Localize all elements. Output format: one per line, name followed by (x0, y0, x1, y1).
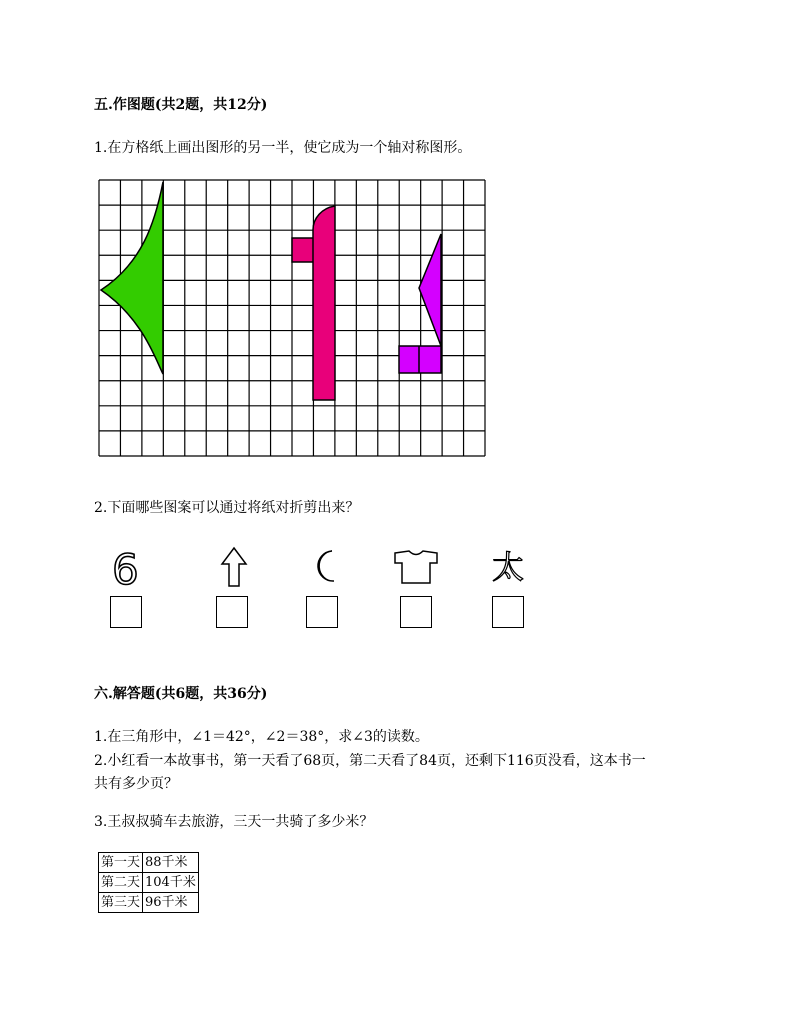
answer-box-moon[interactable] (306, 596, 338, 628)
magenta-shape (419, 234, 441, 346)
question-6-1: 1.在三角形中，∠1＝42°，∠2＝38°，求∠3的读数。 (94, 729, 429, 745)
svg-text:太: 太 (492, 548, 525, 586)
distance-table (98, 852, 199, 913)
answer-box-tai[interactable] (492, 596, 524, 628)
answer-box-arrow[interactable] (216, 596, 248, 628)
tai-symbol (490, 546, 526, 586)
section-five-heading: 五.作图题(共2题，共12分) (94, 97, 268, 113)
table-row (99, 853, 199, 873)
section-six-heading: 六.解答题(共6题，共36分) (94, 686, 268, 702)
green-shape (101, 182, 163, 374)
table-cell-day: 第三天 (99, 893, 143, 913)
table-cell-distance: 96千米 (143, 893, 199, 913)
moon-symbol (310, 548, 342, 584)
question-5-2: 2.下面哪些图案可以通过将纸对折剪出来？ (94, 500, 360, 516)
six-symbol (108, 544, 148, 590)
arrow-symbol (220, 546, 248, 588)
answer-box-six[interactable] (110, 596, 142, 628)
table-cell-day: 第一天 (99, 853, 143, 873)
table-cell-day: 第二天 (99, 873, 143, 893)
table-row (99, 893, 199, 913)
answer-box-shirt[interactable] (400, 596, 432, 628)
pink-shape (292, 206, 335, 400)
svg-text:6: 6 (112, 545, 139, 590)
question-5-1: 1.在方格纸上画出图形的另一半，使它成为一个轴对称图形。 (94, 140, 472, 156)
table-row (99, 873, 199, 893)
question-6-3: 3.王叔叔骑车去旅游，三天一共骑了多少米？ (94, 814, 374, 830)
shirt-symbol (393, 549, 439, 585)
magenta-base (399, 346, 441, 373)
question-6-2-line1: 2.小红看一本故事书，第一天看了68页，第二天看了84页，还剩下116页没看，这本书一 (94, 753, 646, 769)
table-cell-distance: 88千米 (143, 853, 199, 873)
table-cell-distance: 104千米 (143, 873, 199, 893)
grid-paper (97, 178, 489, 461)
question-6-2-line2: 共有多少页？ (94, 776, 178, 792)
